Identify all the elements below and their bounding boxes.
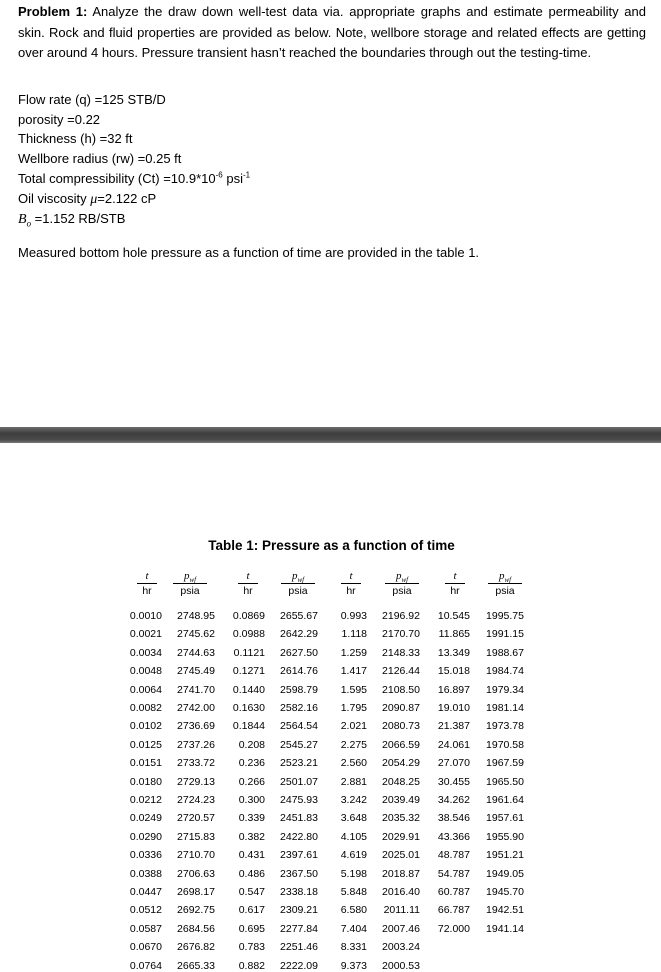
table-cell: 1979.34 xyxy=(486,683,524,696)
table-cell: 13.349 xyxy=(437,646,470,659)
thickness: Thickness (h) =32 ft xyxy=(18,131,133,147)
table-cell: 2025.01 xyxy=(382,849,420,862)
table-cell: 7.404 xyxy=(340,922,367,935)
column-header xyxy=(228,570,268,597)
table-cell: 1965.50 xyxy=(486,775,524,788)
table-cell: 1973.78 xyxy=(486,720,524,733)
header-unit: psia xyxy=(281,583,315,597)
column-header xyxy=(435,570,475,597)
table-cell: 2742.00 xyxy=(177,702,215,714)
table-cell: 2665.33 xyxy=(177,959,215,972)
table-cell: 2748.95 xyxy=(177,610,215,622)
table-cell: 2545.27 xyxy=(280,738,318,751)
table-cell: 2035.32 xyxy=(382,812,420,825)
table-cell: 0.431 xyxy=(238,849,265,862)
formation-volume-factor xyxy=(18,209,518,234)
table-cell: 0.0388 xyxy=(129,867,162,880)
table-cell: 2706.63 xyxy=(177,867,215,880)
table-cell: 2729.13 xyxy=(177,775,215,788)
table-cell: 0.0447 xyxy=(129,886,162,898)
table-cell: 2148.33 xyxy=(382,646,420,659)
table-cell: 1941.14 xyxy=(486,922,524,935)
porosity: porosity =0.22 xyxy=(18,111,101,127)
table-cell: 2720.57 xyxy=(177,812,215,825)
table-cell: 0.1844 xyxy=(232,720,265,733)
header-symbol: $p_{wf}$ xyxy=(291,570,305,585)
table-cell: 2126.44 xyxy=(382,665,420,678)
header-unit: hr xyxy=(341,583,361,597)
table-cell: 2422.80 xyxy=(280,830,318,843)
table-cell: 1995.75 xyxy=(486,610,524,622)
table-cell: 5.848 xyxy=(340,886,367,898)
table-cell: 2733.72 xyxy=(177,757,215,770)
compressibility-unit: psi xyxy=(222,170,243,186)
table-cell: 0.0336 xyxy=(129,849,162,862)
table-cell: 2737.26 xyxy=(177,738,215,751)
table-cell: 2698.17 xyxy=(177,886,215,898)
table-cell: 3.242 xyxy=(340,794,367,806)
table-cell: 1942.51 xyxy=(486,904,524,917)
table-cell: 1981.14 xyxy=(486,702,524,714)
table-cell: 0.0512 xyxy=(129,904,162,917)
table-cell: 1957.61 xyxy=(486,812,524,825)
table-cell: 2029.91 xyxy=(382,830,420,843)
column-header xyxy=(485,570,525,597)
table-cell: 2003.24 xyxy=(382,941,420,954)
table-cell: 1949.05 xyxy=(486,867,524,880)
table-cell: 2397.61 xyxy=(280,849,318,862)
table-cell: 2080.73 xyxy=(382,720,420,733)
table-cell: 21.387 xyxy=(437,720,470,733)
table-cell: 0.0249 xyxy=(129,812,162,825)
header-symbol: t xyxy=(145,570,149,582)
table-cell: 0.695 xyxy=(238,922,265,935)
table-cell: 0.1630 xyxy=(232,702,265,714)
table-cell: 2090.87 xyxy=(382,702,420,714)
viscosity-value: =2.122 cP xyxy=(97,190,157,206)
table-cell: 1.417 xyxy=(340,665,367,678)
table-cell: 2715.83 xyxy=(177,830,215,843)
table-cell: 2745.62 xyxy=(177,628,215,641)
wellbore-radius: Wellbore radius (rw) =0.25 ft xyxy=(18,151,182,167)
table-cell: 2367.50 xyxy=(280,867,318,880)
table-cell: 48.787 xyxy=(437,849,470,862)
table-cell: 2.275 xyxy=(340,738,367,751)
header-unit: hr xyxy=(137,583,157,597)
table-cell: 0.0764 xyxy=(129,959,162,972)
table-cell: 2.881 xyxy=(340,775,367,788)
table-cell: 2744.63 xyxy=(177,646,215,659)
table-cell: 0.0290 xyxy=(129,830,162,843)
header-symbol: t xyxy=(246,570,250,582)
table-cell: 54.787 xyxy=(437,867,470,880)
table-cell: 2692.75 xyxy=(177,904,215,917)
table-cell: 0.0869 xyxy=(232,610,265,622)
table-cell: 1970.58 xyxy=(486,738,524,751)
table-cell: 1984.74 xyxy=(486,665,524,678)
table-cell: 2338.18 xyxy=(280,886,318,898)
table-cell: 0.617 xyxy=(238,904,265,917)
page-divider xyxy=(0,427,661,443)
table-cell: 30.455 xyxy=(437,775,470,788)
table-cell: 4.105 xyxy=(340,830,367,843)
viscosity-prefix: Oil viscosity xyxy=(18,190,91,206)
viscosity-symbol: μ xyxy=(90,191,98,207)
table-cell: 2054.29 xyxy=(382,757,420,770)
table-cell: 2196.92 xyxy=(382,610,420,622)
table-cell: 2048.25 xyxy=(382,775,420,788)
table-cell: 66.787 xyxy=(437,904,470,917)
total-compressibility xyxy=(18,169,518,189)
header-unit: psia xyxy=(488,583,522,597)
table-cell: 2598.79 xyxy=(280,683,318,696)
table-cell: 9.373 xyxy=(340,959,367,972)
table-cell: 1.595 xyxy=(340,683,367,696)
header-symbol: $p_{wf}$ xyxy=(395,570,409,585)
table-cell: 15.018 xyxy=(437,665,470,678)
table-cell: 2736.69 xyxy=(177,720,215,733)
compressibility-exponent: -6 xyxy=(215,170,223,180)
table-cell: 6.580 xyxy=(340,904,367,917)
table-cell: 2745.49 xyxy=(177,665,215,678)
column-header xyxy=(170,570,210,597)
header-symbol: $p_{wf}$ xyxy=(183,570,197,585)
column-header xyxy=(331,570,371,597)
table-cell: 2724.23 xyxy=(177,794,215,806)
measured-text: Measured bottom hole pressure as a function of time are provided in the table 1. xyxy=(18,245,480,260)
table-cell: 0.266 xyxy=(238,775,265,788)
table-cell: 0.0082 xyxy=(129,702,162,714)
column-header xyxy=(278,570,318,597)
table-title: Table 1: Pressure as a function of time xyxy=(208,538,455,553)
table-cell: 0.0151 xyxy=(129,757,162,770)
header-unit: psia xyxy=(173,583,207,597)
table-cell: 34.262 xyxy=(437,794,470,806)
table-cell: 1.795 xyxy=(340,702,367,714)
table-cell: 0.0034 xyxy=(129,646,162,659)
table-cell: 2039.49 xyxy=(382,794,420,806)
compressibility-unit-exponent: -1 xyxy=(242,170,251,180)
table-cell: 2108.50 xyxy=(382,683,420,696)
table-cell: 2251.46 xyxy=(280,941,318,954)
table-cell: 1967.59 xyxy=(486,757,524,770)
header-symbol: t xyxy=(453,570,457,582)
table-cell: 0.0180 xyxy=(129,775,162,788)
table-cell: 0.382 xyxy=(238,830,265,843)
table-cell: 2582.16 xyxy=(280,702,318,714)
table-cell: 43.366 xyxy=(437,830,470,843)
table-cell: 2676.82 xyxy=(177,941,215,954)
table-cell: 2277.84 xyxy=(280,922,318,935)
table-cell: 0.547 xyxy=(238,886,265,898)
table-cell: 4.619 xyxy=(340,849,367,862)
table-cell: 2016.40 xyxy=(382,886,420,898)
column-header xyxy=(382,570,422,597)
table-cell: 0.882 xyxy=(238,959,265,972)
table-cell: 3.648 xyxy=(340,812,367,825)
table-cell: 2222.09 xyxy=(280,959,318,972)
table-cell: 0.1121 xyxy=(233,646,265,659)
table-cell: 1955.90 xyxy=(486,830,524,843)
table-cell: 10.545 xyxy=(437,610,470,622)
header-unit: hr xyxy=(445,583,465,597)
column-header xyxy=(127,570,167,597)
header-unit: hr xyxy=(238,583,258,597)
table-cell: 1945.70 xyxy=(486,886,524,898)
table-cell: 2011.11 xyxy=(383,904,420,917)
table-cell: 2741.70 xyxy=(177,683,215,696)
table-cell: 2655.67 xyxy=(280,610,318,622)
table-cell: 2501.07 xyxy=(280,775,318,788)
flow-rate: Flow rate (q) =125 STB/D xyxy=(18,92,166,107)
table-cell: 8.331 xyxy=(340,941,367,954)
table-cell: 2614.76 xyxy=(280,665,318,678)
table-cell: 0.0670 xyxy=(129,941,162,954)
table-cell: 0.0064 xyxy=(129,683,162,696)
table-cell: 1.118 xyxy=(341,628,367,641)
problem-text: Analyze the draw down well-test data via. appropriate graphs and estimate permeability and skin. Rock and fluid properties are provided as below. Note, wellbore storage and related effects are getting over around 4 hours. Pressure transient hasn’t reached the boundaries through out the testing-time. xyxy=(18,4,646,60)
table-cell: 2451.83 xyxy=(280,812,318,825)
bo-symbol: B xyxy=(18,212,27,228)
table-cell: 2523.21 xyxy=(280,757,318,770)
table-cell: 0.486 xyxy=(238,867,265,880)
table-cell: 11.865 xyxy=(438,628,470,641)
table-cell: 0.0048 xyxy=(129,665,162,678)
table-cell: 2018.87 xyxy=(382,867,420,880)
table-cell: 2007.46 xyxy=(382,922,420,935)
table-cell: 0.339 xyxy=(238,812,265,825)
table-cell: 2710.70 xyxy=(177,849,215,862)
table-cell: 2000.53 xyxy=(382,959,420,972)
table-cell: 0.0021 xyxy=(129,628,162,641)
table-cell: 2475.93 xyxy=(280,794,318,806)
table-cell: 2.021 xyxy=(340,720,367,733)
table-cell: 2627.50 xyxy=(280,646,318,659)
table-cell: 2564.54 xyxy=(280,720,318,733)
table-cell: 0.236 xyxy=(238,757,265,770)
table-cell: 1961.64 xyxy=(486,794,524,806)
properties-list xyxy=(18,90,518,235)
table-cell: 0.1440 xyxy=(232,683,265,696)
table-cell: 2.560 xyxy=(340,757,367,770)
table-cell: 1951.21 xyxy=(486,849,524,862)
table-cell: 1.259 xyxy=(340,646,367,659)
table-cell: 0.0988 xyxy=(232,628,265,641)
table-cell: 0.0212 xyxy=(129,794,162,806)
header-unit: psia xyxy=(385,583,419,597)
table-cell: 19.010 xyxy=(437,702,470,714)
table-cell: 2684.56 xyxy=(177,922,215,935)
table-cell: 0.993 xyxy=(340,610,367,622)
table-cell: 1988.67 xyxy=(486,646,524,659)
table-cell: 5.198 xyxy=(340,867,367,880)
table-cell: 0.0125 xyxy=(129,738,162,751)
oil-viscosity xyxy=(18,189,518,210)
table-cell: 0.208 xyxy=(238,738,265,751)
table-cell: 2309.21 xyxy=(280,904,318,917)
bo-value: =1.152 RB/STB xyxy=(31,211,126,227)
table-cell: 0.1271 xyxy=(232,665,265,678)
table-cell: 0.0102 xyxy=(129,720,162,733)
table-cell: 0.0010 xyxy=(129,610,162,622)
compressibility-prefix: Total compressibility (Ct) =10.9*10 xyxy=(18,170,216,186)
table-cell: 0.783 xyxy=(238,941,265,954)
table-cell: 0.0587 xyxy=(129,922,162,935)
header-symbol: $p_{wf}$ xyxy=(498,570,512,585)
table-cell: 38.546 xyxy=(437,812,470,825)
header-symbol: t xyxy=(349,570,353,582)
table-cell: 2170.70 xyxy=(382,628,420,641)
table-cell: 24.061 xyxy=(437,738,470,751)
table-cell: 0.300 xyxy=(238,794,265,806)
table-cell: 27.070 xyxy=(437,757,470,770)
problem-label: Problem 1: xyxy=(18,4,88,19)
problem-statement xyxy=(18,2,646,64)
table-cell: 1991.15 xyxy=(486,628,524,641)
table-cell: 60.787 xyxy=(437,886,470,898)
table-cell: 72.000 xyxy=(437,922,470,935)
table-cell: 2066.59 xyxy=(382,738,420,751)
table-cell: 16.897 xyxy=(437,683,470,696)
bo-subscript: o xyxy=(26,218,32,229)
table-cell: 2642.29 xyxy=(280,628,318,641)
